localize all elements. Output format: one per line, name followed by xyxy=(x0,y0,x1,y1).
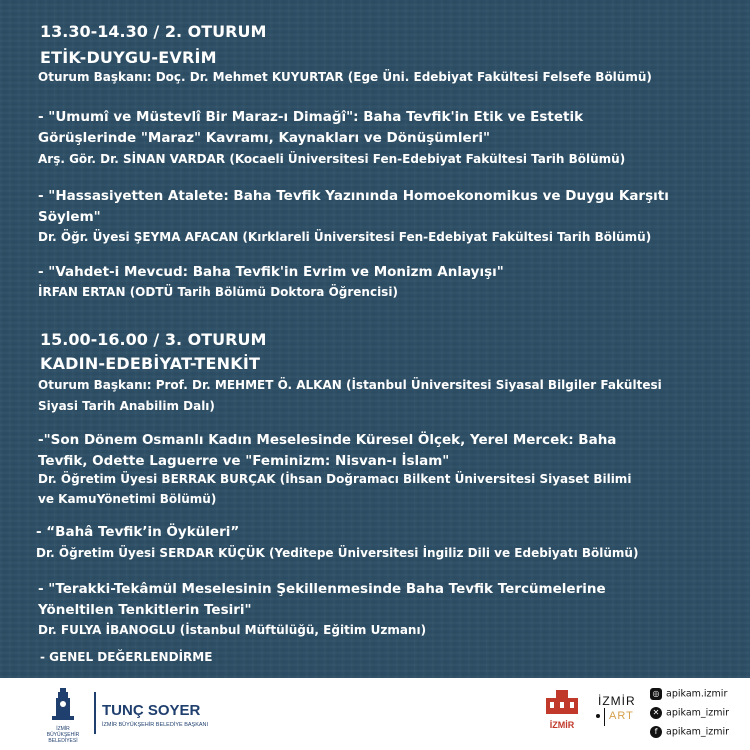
talk-title-line: - "Umumî ve Müstevlî Bir Maraz-ı Dimağî": Baha Tevfik'in Etik ve Estetik xyxy=(38,109,584,125)
session3-time: 15.00-16.00 / 3. OTURUM xyxy=(40,330,267,349)
mayor-name: TUNÇ SOYER xyxy=(102,702,201,719)
talk-author: Arş. Gör. Dr. SİNAN VARDAR (Kocaeli Üniversitesi Fen-Edebiyat Fakültesi Tarih Bölümü) xyxy=(38,152,626,166)
social-x[interactable] xyxy=(650,707,729,719)
talk-author: İRFAN ERTAN (ODTÜ Tarih Bölümü Doktora Öğrencisi) xyxy=(38,285,398,299)
dot xyxy=(596,714,600,718)
izmir-art-top: İZMİR xyxy=(598,694,636,708)
closing-item: - GENEL DEĞERLENDİRME xyxy=(40,650,213,664)
talk-title-line: -"Son Dönem Osmanlı Kadın Meselesinde Küresel Ölçek, Yerel Mercek: Baha xyxy=(38,432,617,448)
art-divider xyxy=(604,708,605,726)
instagram-icon: ◎ xyxy=(650,688,662,700)
municipality-logo xyxy=(40,686,86,746)
session2-title: ETİK-DUYGU-EVRİM xyxy=(40,48,217,67)
x-handle: apikam_izmir xyxy=(666,707,730,719)
building-icon xyxy=(544,688,580,716)
talk-title-line: Söylem" xyxy=(38,209,101,225)
session3-chair-line: Siyasi Tarih Anabilim Dalı) xyxy=(38,399,215,413)
talk-title-line: - "Terakki-Tekâmül Meselesinin Şekillenmesinde Baha Tevfik Tercümelerine xyxy=(38,581,606,597)
instagram-handle: apikam.izmir xyxy=(666,688,728,700)
talk-author-line: Dr. FULYA İBANOGLU (İstanbul Müftülüğü, Eğitim Uzmanı) xyxy=(38,623,427,637)
talk-title-line: Görüşlerinde "Maraz" Kavramı, Kaynakları ve Dönüşümleri" xyxy=(38,130,491,146)
mayor-title: İZMİR BÜYÜKŞEHİR BELEDİYE BAŞKANI xyxy=(102,722,209,728)
talk-author-line: Dr. Öğretim Üyesi SERDAR KÜÇÜK (Yeditepe Üniversitesi İngiliz Dili ve Edebiyatı Bölümü) xyxy=(36,546,639,560)
session3-chair-line: Oturum Başkanı: Prof. Dr. MEHMET Ö. ALKAN (İstanbul Üniversitesi Siyasal Bilgiler Fakültesi xyxy=(38,378,662,392)
art-label: ART xyxy=(609,710,634,722)
session3-title: KADIN-EDEBİYAT-TENKİT xyxy=(40,354,261,373)
apikam-logo xyxy=(544,688,580,738)
municipality-line: BÜYÜKŞEHİR xyxy=(46,732,80,738)
divider xyxy=(94,692,96,734)
talk-title-line: Yöneltilen Tenkitlerin Tesiri" xyxy=(38,602,252,618)
session2-chair: Oturum Başkanı: Doç. Dr. Mehmet KUYURTAR (Ege Üni. Edebiyat Fakültesi Felsefe Bölümü) xyxy=(38,70,652,84)
apikam-logo-text: İZMİR xyxy=(549,720,575,730)
clock-tower-icon xyxy=(40,686,86,722)
footer xyxy=(0,678,750,750)
talk-author: Dr. Öğr. Üyesi ŞEYMA AFACAN (Kırklareli Üniversitesi Fen-Edebiyat Fakültesi Tarih Bölümü) xyxy=(38,230,652,244)
municipality-line: İZMİR xyxy=(56,726,70,732)
session2-time: 13.30-14.30 / 2. OTURUM xyxy=(40,22,267,41)
talk-title-line: Tevfik, Odette Laguerre ve "Feminizm: Nisvan-ı İslam" xyxy=(38,453,450,469)
municipality-line: BELEDİYESİ xyxy=(48,738,78,744)
talk-title-line: - "Vahdet-i Mevcud: Baha Tevfik'in Evrim ve Monizm Anlayışı" xyxy=(38,264,504,280)
social-instagram[interactable] xyxy=(650,688,727,700)
talk-title-line: - "Hassasiyetten Atalete: Baha Tevfik Yazınında Homoekonomikus ve Duygu Karşıtı xyxy=(38,188,669,204)
talk-author-line: Dr. Öğretim Üyesi BERRAK BURÇAK (İhsan Doğramacı Bilkent Üniversitesi Siyaset Bilimi xyxy=(38,472,632,486)
social-facebook[interactable] xyxy=(650,726,729,738)
talk-author-line: ve KamuYönetimi Bölümü) xyxy=(38,492,217,506)
talk-title-line: - “Bahâ Tevfik’in Öyküleri” xyxy=(36,524,240,540)
x-icon: ✕ xyxy=(650,707,662,719)
facebook-icon: f xyxy=(650,726,662,738)
facebook-handle: apikam_izmir xyxy=(666,726,730,738)
